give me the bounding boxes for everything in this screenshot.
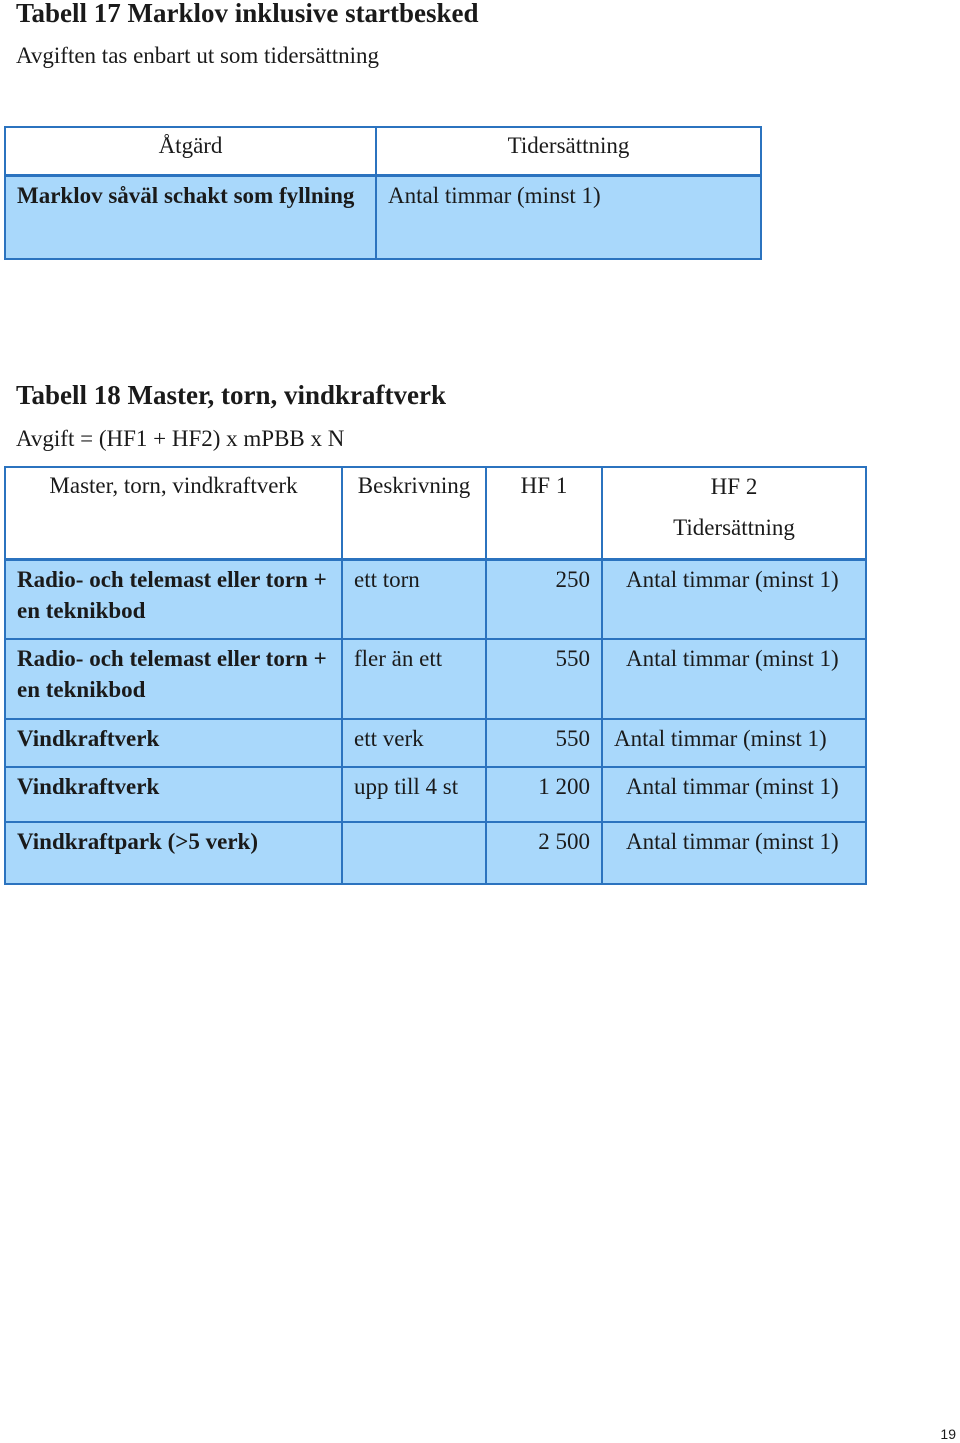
header-beskrivning: Beskrivning: [342, 467, 486, 560]
cell-name: Vindkraftpark (>5 verk): [5, 822, 342, 884]
cell-name: Vindkraftverk: [5, 767, 342, 822]
header-hf1: HF 1: [486, 467, 602, 560]
header-hf2-label: HF 2: [710, 474, 758, 499]
table-header-row: [5, 467, 866, 560]
header-master: Master, torn, vindkraftverk: [5, 467, 342, 560]
table-row: [5, 639, 866, 719]
table-row: [5, 767, 866, 822]
cell-beskrivning: ett torn: [342, 560, 486, 640]
cell-hf2: Antal timmar (minst 1): [602, 719, 866, 767]
cell-hf2: Antal timmar (minst 1): [602, 822, 866, 884]
table18-formula: Avgift = (HF1 + HF2) x mPBB x N: [16, 426, 345, 451]
header-tidersattning: Tidersättning: [376, 127, 761, 176]
cell-hf1: 1 200: [486, 767, 602, 822]
table18: [4, 466, 867, 885]
cell-hf2: Antal timmar (minst 1): [602, 560, 866, 640]
table-row: [5, 176, 761, 260]
cell-name: Vindkraftverk: [5, 719, 342, 767]
cell-name: Radio- och telemast eller torn + en teknikbod: [5, 639, 342, 719]
cell-hf2: Antal timmar (minst 1): [602, 767, 866, 822]
table-header-row: [5, 127, 761, 176]
header-atgard: Åtgärd: [5, 127, 376, 176]
table18-title: Tabell 18 Master, torn, vindkraftverk: [16, 380, 446, 410]
cell-hf1: 2 500: [486, 822, 602, 884]
cell-beskrivning: [342, 822, 486, 884]
cell-atgard: Marklov såväl schakt som fyllning: [5, 176, 376, 260]
table-row: [5, 719, 866, 767]
cell-tidersattning: Antal timmar (minst 1): [376, 176, 761, 260]
header-hf2-sublabel: Tidersättning: [673, 515, 795, 540]
cell-beskrivning: ett verk: [342, 719, 486, 767]
cell-beskrivning: upp till 4 st: [342, 767, 486, 822]
cell-hf1: 250: [486, 560, 602, 640]
table17-title: Tabell 17 Marklov inklusive startbesked: [16, 0, 479, 28]
cell-hf1: 550: [486, 639, 602, 719]
table17-subtitle: Avgiften tas enbart ut som tidersättning: [16, 43, 380, 68]
table-row: [5, 560, 866, 640]
page-number: 19: [940, 1426, 956, 1442]
cell-beskrivning: fler än ett: [342, 639, 486, 719]
table17: [4, 126, 762, 260]
cell-hf1: 550: [486, 719, 602, 767]
cell-name: Radio- och telemast eller torn + en teknikbod: [5, 560, 342, 640]
header-hf2: [602, 467, 866, 560]
cell-hf2: Antal timmar (minst 1): [602, 639, 866, 719]
table-row: [5, 822, 866, 884]
